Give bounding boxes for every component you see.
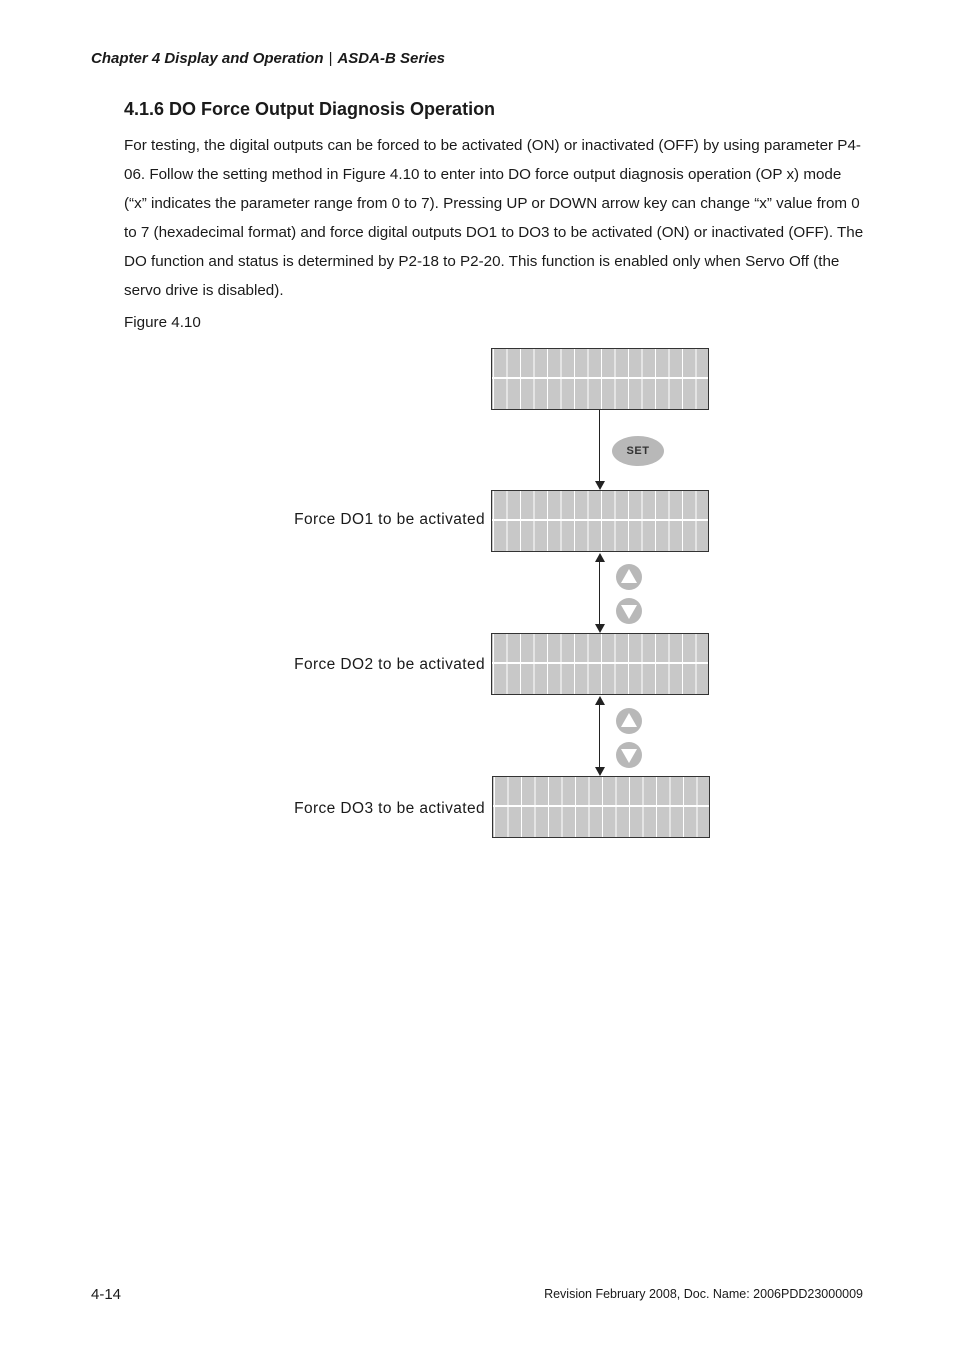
- series-name: ASDA-B Series: [337, 50, 446, 67]
- label-force-do2: Force DO2 to be activated: [294, 656, 485, 673]
- arrow-up: [595, 696, 605, 705]
- section-body: For testing, the digital outputs can be forced to be activated (ON) or inactivated (OFF) by using parameter P4-06. Follow the setting method in Figure 4.10 to enter into DO force output diagnosis operation (OP x) mode (“x” indicates the parameter range from 0 to 7). Pressing UP or DOWN arrow key can change “x” value from 0 to 7 (hexadecimal format) and force digital outputs DO1 to DO3 to be activated (ON) or inactivated (OFF). The DO function and status is determined by P2-18 to P2-20. This function is enabled only when Servo Off (the servo drive is disabled).: [124, 137, 864, 299]
- arrow-down: [595, 481, 605, 490]
- page-number: 4-14: [91, 1286, 122, 1303]
- up-arrow-icon: [615, 707, 643, 735]
- lcd-display-initial: [491, 348, 709, 410]
- flow-line: [599, 410, 600, 482]
- flow-line: [599, 560, 600, 626]
- arrow-up: [595, 553, 605, 562]
- arrow-down: [595, 767, 605, 776]
- section-title: 4.1.6 DO Force Output Diagnosis Operation: [124, 99, 496, 119]
- label-force-do1: Force DO1 to be activated: [294, 511, 485, 528]
- header-separator: |: [328, 50, 333, 67]
- revision-info: Revision February 2008, Doc. Name: 2006PDD23000009: [544, 1287, 863, 1301]
- label-force-do3: Force DO3 to be activated: [294, 800, 485, 817]
- lcd-display-do3: [492, 776, 710, 838]
- down-arrow-icon: [615, 741, 643, 769]
- down-arrow-icon: [615, 597, 643, 625]
- page-header: [91, 50, 445, 67]
- lcd-display-do2: [491, 633, 709, 695]
- set-key-icon: SET: [612, 436, 664, 466]
- figure-caption: Figure 4.10: [124, 314, 201, 331]
- flow-line: [599, 703, 600, 769]
- up-arrow-icon: [615, 563, 643, 591]
- chapter-title: Chapter 4 Display and Operation: [91, 50, 324, 67]
- arrow-down: [595, 624, 605, 633]
- lcd-display-do1: [491, 490, 709, 552]
